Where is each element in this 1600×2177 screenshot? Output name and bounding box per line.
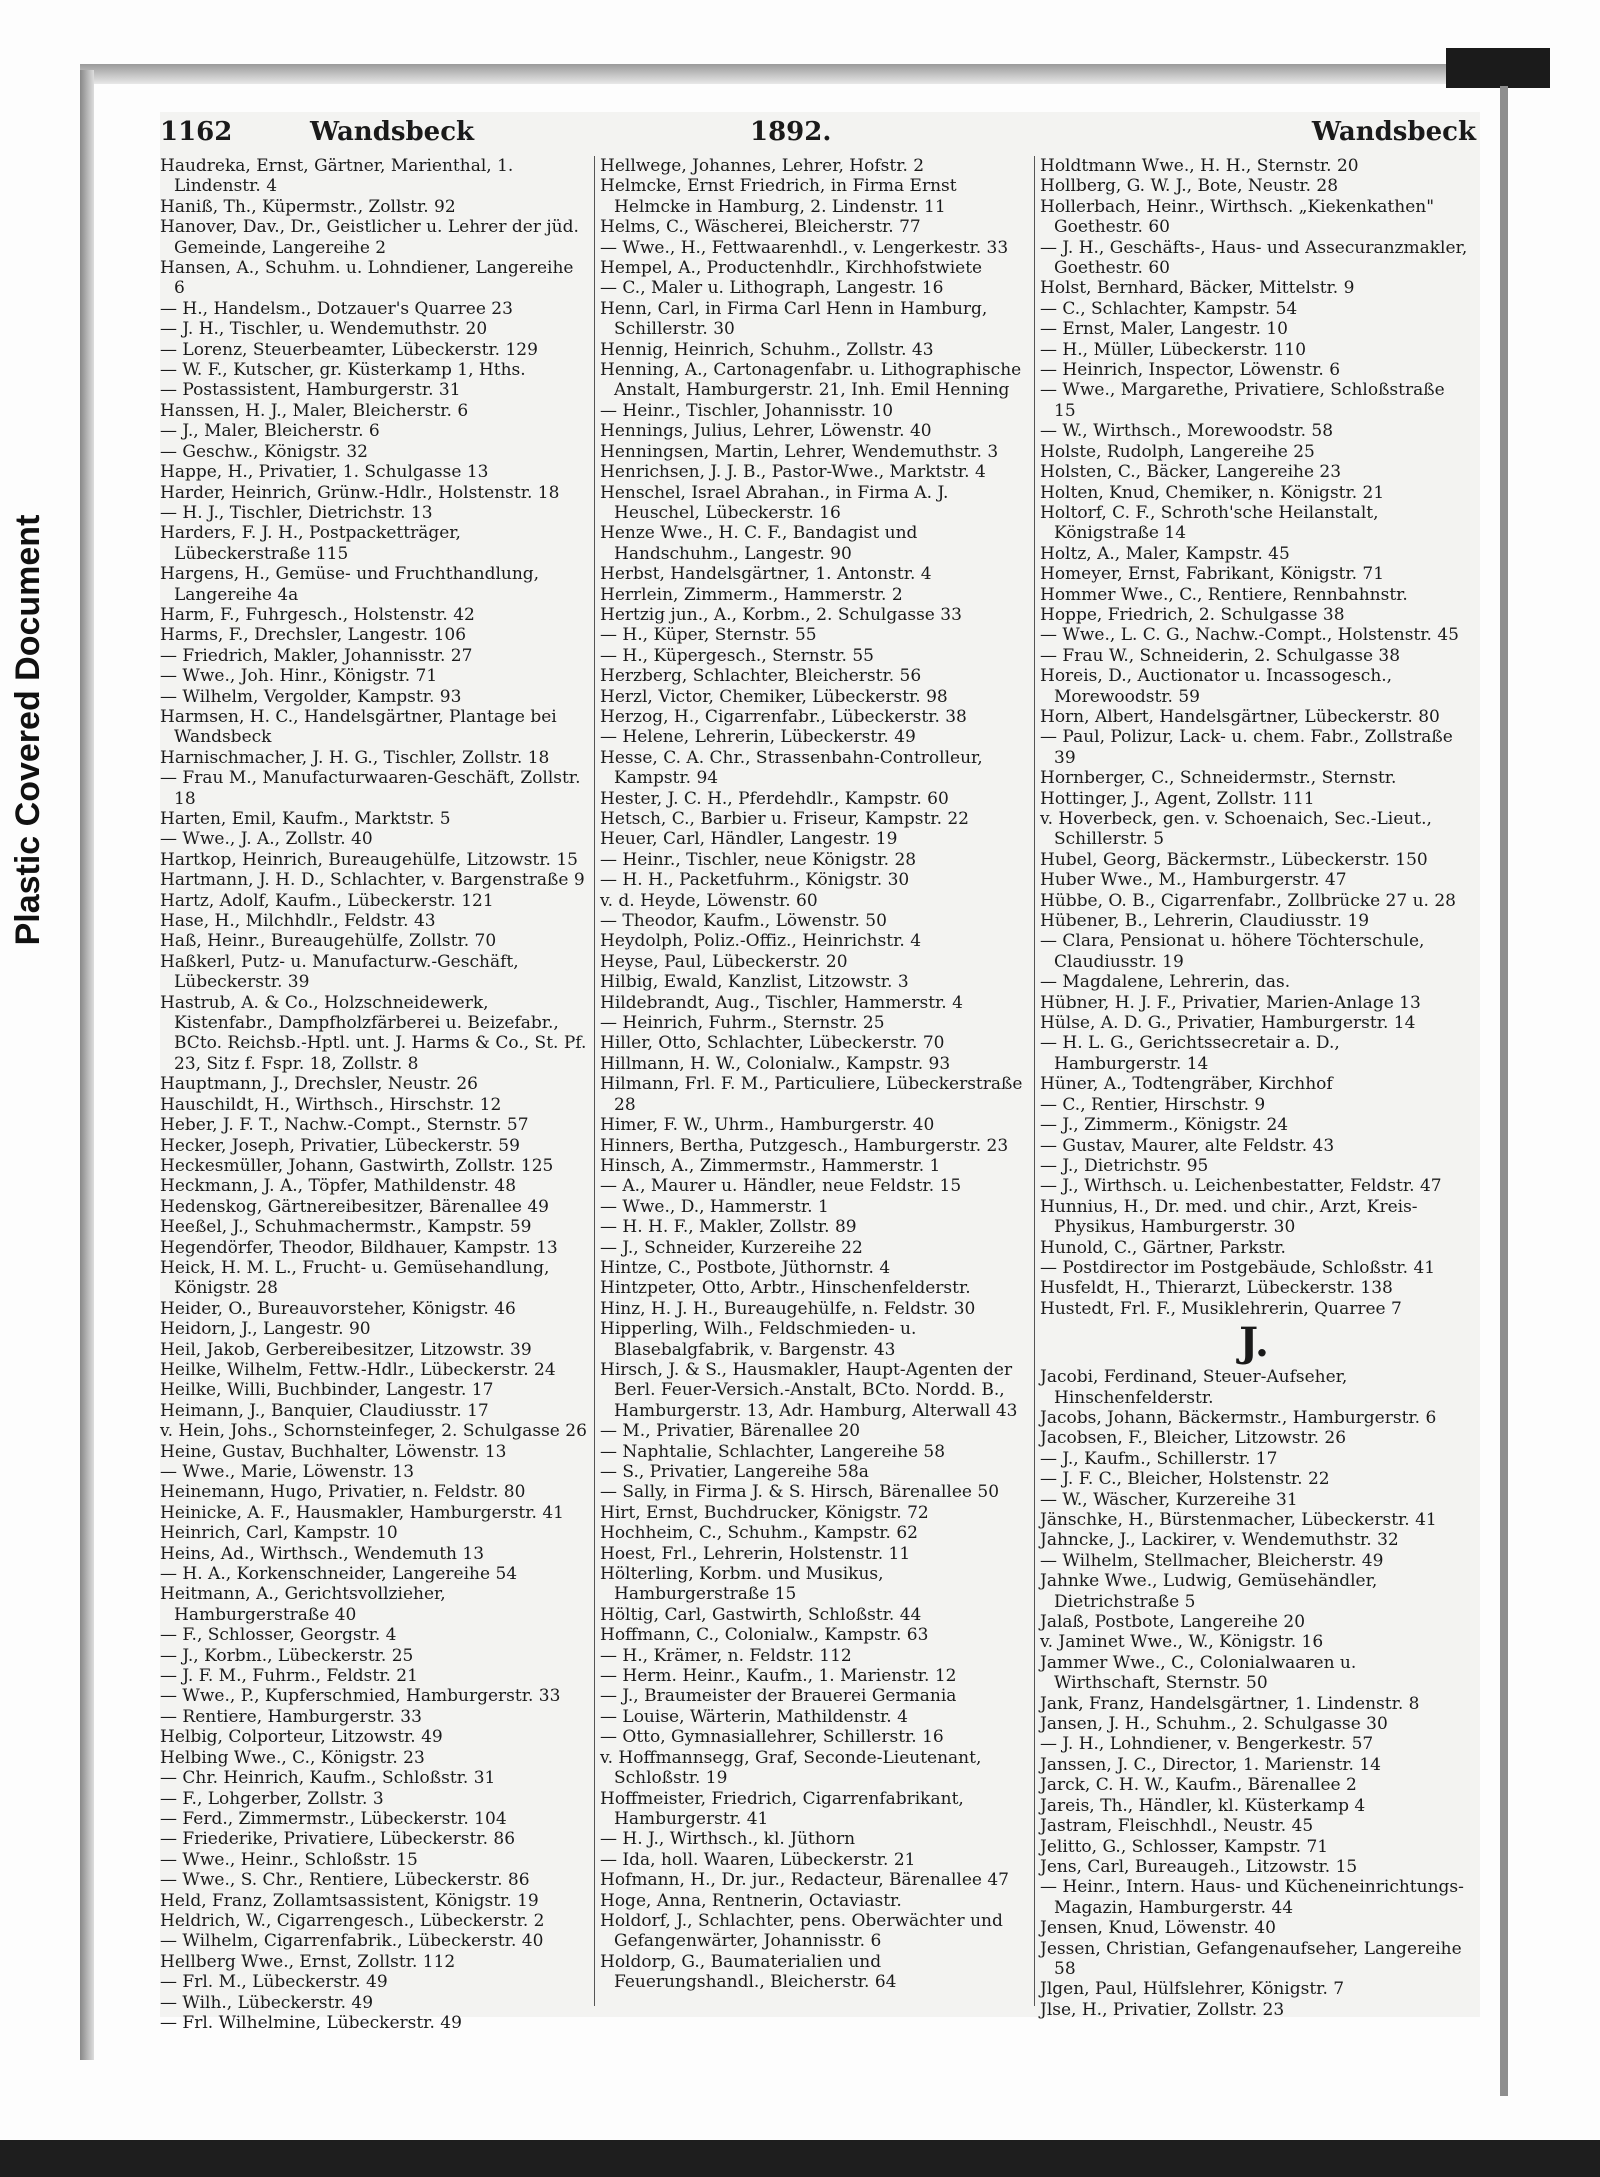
directory-entry: Hauschildt, H., Wirthsch., Hirschstr. 12: [160, 1094, 502, 1115]
directory-entry: Jlse, H., Privatier, Zollstr. 23: [1040, 1999, 1285, 2020]
directory-entry: — H., Handelsm., Dotzauer's Quarree 23: [160, 298, 513, 319]
directory-entry: Helbig, Colporteur, Litzowstr. 49: [160, 1727, 443, 1748]
directory-entry: Jelitto, G., Schlosser, Kampstr. 71: [1040, 1836, 1329, 1857]
directory-entry: Holtz, A., Maler, Kampstr. 45: [1040, 543, 1290, 564]
directory-entry: Hoffmeister, Friedrich, Cigarrenfabrikant, Hamburgerstr. 41: [600, 1788, 964, 1829]
directory-entry: Helbing Wwe., C., Königstr. 23: [160, 1747, 425, 1768]
directory-entry: Hilbig, Ewald, Kanzlist, Litzowstr. 3: [600, 972, 909, 993]
directory-entry: Happe, H., Privatier, 1. Schulgasse 13: [160, 462, 489, 483]
directory-entry: — M., Privatier, Bärenallee 20: [600, 1421, 861, 1442]
directory-entry: — W., Wäscher, Kurzereihe 31: [1040, 1489, 1298, 1510]
directory-entry: — H., Küpergesch., Sternstr. 55: [600, 645, 875, 666]
directory-entry: Jareis, Th., Händler, kl. Küsterkamp 4: [1040, 1795, 1366, 1816]
directory-entry: — Sally, in Firma J. & S. Hirsch, Bärenallee 50: [600, 1482, 1000, 1503]
directory-entry: — Theodor, Kaufm., Löwenstr. 50: [600, 911, 887, 932]
directory-entry: Hase, H., Milchhdlr., Feldstr. 43: [160, 911, 436, 932]
directory-entry: Homeyer, Ernst, Fabrikant, Königstr. 71: [1040, 564, 1385, 585]
directory-entry: Holst, Bernhard, Bäcker, Mittelstr. 9: [1040, 278, 1355, 299]
directory-entry: Jastram, Fleischhdl., Neustr. 45: [1040, 1816, 1314, 1837]
directory-entry: Holten, Knud, Chemiker, n. Königstr. 21: [1040, 482, 1385, 503]
directory-entry: Harder, Heinrich, Grünw.-Hdlr., Holstenstr. 18: [160, 482, 560, 503]
bottom-bar: [0, 2140, 1600, 2177]
directory-entry: Harten, Emil, Kaufm., Marktstr. 5: [160, 809, 451, 829]
directory-entry: Heinrich, Carl, Kampstr. 10: [160, 1523, 398, 1544]
directory-entry: — C., Maler u. Lithograph, Langestr. 16: [600, 278, 944, 299]
directory-entry: — F., Schlosser, Georgstr. 4: [160, 1625, 397, 1646]
directory-entry: Hetsch, C., Barbier u. Friseur, Kampstr. 22: [600, 809, 970, 829]
directory-entry: Henningsen, Martin, Lehrer, Wendemuthstr. 3: [600, 441, 999, 462]
directory-entry: — Friederike, Privatiere, Lübeckerstr. 86: [160, 1829, 516, 1850]
directory-entry: Janssen, J. C., Director, 1. Marienstr. 14: [1040, 1754, 1381, 1775]
column-1: [160, 156, 588, 2033]
column-rule: [594, 156, 595, 2006]
directory-entry: — Wwe., J. A., Zollstr. 40: [160, 829, 373, 850]
directory-entry: — H., Küper, Sternstr. 55: [600, 625, 817, 646]
directory-entry: — Heinrich, Inspector, Löwenstr. 6: [1040, 360, 1341, 381]
directory-entry: Heckmann, J. A., Töpfer, Mathildenstr. 48: [160, 1176, 517, 1197]
directory-entry: Hüner, A., Todtengräber, Kirchhof: [1040, 1074, 1333, 1095]
directory-entry: Herzl, Victor, Chemiker, Lübeckerstr. 98: [600, 686, 948, 707]
directory-entry: Heidorn, J., Langestr. 90: [160, 1319, 371, 1340]
year-heading: 1892.: [750, 117, 832, 147]
directory-entry: Hellberg Wwe., Ernst, Zollstr. 112: [160, 1951, 456, 1972]
directory-entry: Hartkop, Heinrich, Bureaugehülfe, Litzowstr. 15: [160, 849, 578, 870]
directory-entry: Harders, F. J. H., Postpacketträger, Lübeckerstraße 115: [160, 523, 461, 564]
directory-entry: Hildebrandt, Aug., Tischler, Hammerstr. 4: [600, 992, 963, 1013]
directory-entry: — W. F., Kutscher, gr. Küsterkamp 1, Hths.: [160, 360, 526, 381]
directory-entry: — Frl. Wilhelmine, Lübeckerstr. 49: [160, 2012, 462, 2033]
directory-entry: Jacobi, Ferdinand, Steuer-Aufseher, Hinschenfelderstr.: [1040, 1367, 1348, 1408]
directory-entry: — Wwe., S. Chr., Rentiere, Lübeckerstr. 86: [160, 1870, 530, 1891]
directory-entry: Holste, Rudolph, Langereihe 25: [1040, 441, 1315, 462]
directory-entry: — Postassistent, Hamburgerstr. 31: [160, 380, 461, 401]
directory-entry: Hiller, Otto, Schlachter, Lübeckerstr. 70: [600, 1033, 945, 1054]
directory-entry: Horeis, D., Auctionator u. Incassogesch., Morewoodstr. 59: [1040, 666, 1393, 707]
directory-page: [160, 112, 1480, 2033]
directory-entry: Hirt, Ernst, Buchdrucker, Königstr. 72: [600, 1502, 929, 1523]
directory-entry: — H. A., Korkenschneider, Langereihe 54: [160, 1564, 518, 1585]
directory-entry: — Wilhelm, Cigarrenfabrik., Lübeckerstr. 40: [160, 1931, 544, 1952]
directory-entry: Heber, J. F. T., Nachw.-Compt., Sternstr. 57: [160, 1115, 529, 1136]
directory-entry: — J. F. C., Bleicher, Holstenstr. 22: [1040, 1469, 1330, 1490]
directory-entry: — J. F. M., Fuhrm., Feldstr. 21: [160, 1666, 418, 1687]
directory-entry: — Rentiere, Hamburgerstr. 33: [160, 1706, 422, 1727]
directory-entry: Haniß, Th., Küpermstr., Zollstr. 92: [160, 196, 456, 217]
directory-entry: Hanssen, H. J., Maler, Bleicherstr. 6: [160, 400, 469, 421]
directory-entry: Heinemann, Hugo, Privatier, n. Feldstr. 80: [160, 1482, 526, 1503]
directory-entry: Helms, C., Wäscherei, Bleicherstr. 77: [600, 217, 921, 238]
directory-entry: — Wwe., L. C. G., Nachw.-Compt., Holstenstr. 45: [1040, 625, 1459, 646]
directory-entry: Hipperling, Wilh., Feldschmieden- u. Blasebalgfabrik, v. Bargenstr. 43: [600, 1319, 917, 1360]
directory-entry: Herbst, Handelsgärtner, 1. Antonstr. 4: [600, 564, 932, 585]
directory-entry: — Gustav, Maurer, alte Feldstr. 43: [1040, 1135, 1335, 1156]
directory-entry: — Naphtalie, Schlachter, Langereihe 58: [600, 1441, 946, 1462]
directory-entry: — Heinrich, Fuhrm., Sternstr. 25: [600, 1013, 885, 1034]
directory-entry: Haß, Heinr., Bureaugehülfe, Zollstr. 70: [160, 931, 497, 952]
directory-entry: Henrichsen, J. J. B., Pastor-Wwe., Marktstr. 4: [600, 462, 986, 483]
directory-entry: Heins, Ad., Wirthsch., Wendemuth 13: [160, 1543, 485, 1564]
directory-entry: Hübbe, O. B., Cigarrenfabr., Zollbrücke 27 u. 28: [1040, 890, 1456, 911]
binding-edge: [80, 70, 94, 2060]
directory-entry: Hottinger, J., Agent, Zollstr. 111: [1040, 788, 1315, 809]
directory-entry: — H. H. F., Makler, Zollstr. 89: [600, 1217, 857, 1238]
directory-entry: — Friedrich, Makler, Johannisstr. 27: [160, 645, 473, 666]
directory-entry: — Wwe., D., Hammerstr. 1: [600, 1196, 829, 1217]
directory-entry: Hertzig jun., A., Korbm., 2. Schulgasse 33: [600, 604, 962, 625]
directory-entry: Hargens, H., Gemüse- und Fruchthandlung, Langereihe 4a: [160, 564, 540, 605]
column-2: [600, 156, 1028, 2016]
directory-entry: — Louise, Wärterin, Mathildenstr. 4: [600, 1706, 908, 1727]
directory-entry: Jalaß, Postbote, Langereihe 20: [1040, 1612, 1306, 1633]
directory-entry: Heil, Jakob, Gerbereibesitzer, Litzowstr. 39: [160, 1339, 532, 1360]
directory-entry: Harm, F., Fuhrgesch., Holstenstr. 42: [160, 604, 475, 625]
running-head-right: Wandsbeck: [1311, 117, 1476, 147]
directory-entry: Herrlein, Zimmerm., Hammerstr. 2: [600, 584, 903, 605]
directory-entry: Hölterling, Korbm. und Musikus, Hamburgerstraße 15: [600, 1564, 884, 1605]
directory-entry: Jessen, Christian, Gefangenaufseher, Langereihe 58: [1040, 1938, 1462, 1979]
directory-entry: — Heinr., Tischler, neue Königstr. 28: [600, 849, 917, 870]
directory-entry: Hennig, Heinrich, Schuhm., Zollstr. 43: [600, 339, 934, 360]
directory-entry: Harnischmacher, J. H. G., Tischler, Zollstr. 18: [160, 747, 550, 768]
directory-entry: Haßkerl, Putz- u. Manufacturw.-Geschäft, Lübeckerstr. 39: [160, 951, 519, 993]
directory-entry: Jahnke Wwe., Ludwig, Gemüsehändler, Dietrichstraße 5: [1040, 1571, 1378, 1612]
directory-entry: Hintzpeter, Otto, Arbtr., Hinschenfelderstr.: [600, 1278, 971, 1299]
directory-entry: Hintze, C., Postbote, Jüthornstr. 4: [600, 1257, 891, 1278]
directory-entry: Hollerbach, Heinr., Wirthsch. „Kiekenkathen" Goethestr. 60: [1040, 196, 1435, 238]
running-head-left: Wandsbeck: [310, 117, 475, 147]
directory-entry: — H. H., Packetfuhrm., Königstr. 30: [600, 870, 910, 891]
directory-entry: Heitmann, A., Gerichtsvollzieher, Hamburgerstraße 40: [160, 1584, 446, 1625]
directory-entry: Hoffmann, C., Colonialw., Kampstr. 63: [600, 1625, 929, 1646]
page-header: [160, 112, 1480, 152]
directory-entry: Henschel, Israel Abrahan., in Firma A. J. Heuschel, Lübeckerstr. 16: [600, 482, 949, 523]
directory-entry: — Frau W., Schneiderin, 2. Schulgasse 38: [1040, 645, 1401, 666]
directory-entry: v. Hein, Johs., Schornsteinfeger, 2. Schulgasse 26: [160, 1421, 587, 1442]
directory-entry: Haudreka, Ernst, Gärtner, Marienthal, 1. Lindenstr. 4: [160, 156, 514, 197]
directory-entry: Heilke, Wilhelm, Fettw.-Hdlr., Lübeckerstr. 24: [160, 1359, 556, 1380]
directory-entry: Heldrich, W., Cigarrengesch., Lübeckerstr. 2: [160, 1910, 545, 1931]
directory-entry: Helmcke, Ernst Friedrich, in Firma Ernst Helmcke in Hamburg, 2. Lindenstr. 11: [600, 176, 957, 217]
page-right-edge: [1500, 86, 1508, 2096]
directory-entry: — Wilhelm, Vergolder, Kampstr. 93: [160, 686, 462, 707]
directory-entry: Hollberg, G. W. J., Bote, Neustr. 28: [1040, 176, 1339, 197]
directory-entry: — J., Maler, Bleicherstr. 6: [160, 421, 380, 442]
directory-entry: Hempel, A., Productenhdlr., Kirchhofstwiete: [600, 258, 983, 279]
directory-entry: — Frl. M., Lübeckerstr. 49: [160, 1972, 388, 1993]
directory-entry: Hegendörfer, Theodor, Bildhauer, Kampstr. 13: [160, 1237, 558, 1258]
directory-entry: — A., Maurer u. Händler, neue Feldstr. 15: [600, 1176, 962, 1197]
directory-entry: Hillmann, H. W., Colonialw., Kampstr. 93: [600, 1053, 951, 1074]
directory-entry: Heimann, J., Banquier, Claudiusstr. 17: [160, 1400, 489, 1421]
directory-entry: Holdtmann Wwe., H. H., Sternstr. 20: [1040, 156, 1359, 176]
directory-entry: — J., Korbm., Lübeckerstr. 25: [160, 1645, 414, 1666]
directory-entry: Jlgen, Paul, Hülfslehrer, Königstr. 7: [1040, 1979, 1345, 2000]
directory-entry: Hanover, Dav., Dr., Geistlicher u. Lehrer der jüd. Gemeinde, Langereihe 2: [160, 217, 579, 258]
directory-entry: Hecker, Joseph, Privatier, Lübeckerstr. 59: [160, 1135, 520, 1156]
directory-entry: — Postdirector im Postgebäude, Schloßstr. 41: [1040, 1257, 1436, 1278]
directory-entry: Heinicke, A. F., Hausmakler, Hamburgerstr. 41: [160, 1502, 564, 1523]
directory-entry: Jank, Franz, Handelsgärtner, 1. Lindenstr. 8: [1040, 1693, 1420, 1714]
directory-entry: Henze Wwe., H. C. F., Bandagist und Handschuhm., Langestr. 90: [600, 523, 918, 564]
directory-entry: — Lorenz, Steuerbeamter, Lübeckerstr. 129: [160, 339, 538, 360]
directory-entry: Jacobs, Johann, Bäckermstr., Hamburgerstr. 6: [1040, 1407, 1437, 1428]
directory-entry: Jacobsen, F., Bleicher, Litzowstr. 26: [1040, 1428, 1347, 1449]
directory-entry: — Paul, Polizur, Lack- u. chem. Fabr., Zollstraße 39: [1040, 727, 1453, 768]
directory-entry: Hastrub, A. & Co., Holzschneidewerk, Kistenfabr., Dampfholzfärberei u. Beizefabr., BCto. Reichsb.-Hptl. unt. J. Harms & Co., St. Pf. 23, Sitz f. Fspr. 18, Zollstr. 8: [160, 992, 587, 1074]
directory-entry: v. Jaminet Wwe., W., Königstr. 16: [1040, 1632, 1324, 1653]
directory-entry: Hübener, B., Lehrerin, Claudiusstr. 19: [1040, 911, 1370, 932]
directory-entry: — Ferd., Zimmermstr., Lübeckerstr. 104: [160, 1808, 507, 1829]
directory-entry: Heider, O., Bureauvorsteher, Königstr. 46: [160, 1298, 516, 1319]
directory-entry: — Wwe., Margarethe, Privatiere, Schloßstraße 15: [1040, 380, 1445, 421]
directory-entry: Hester, J. C. H., Pferdehdlr., Kampstr. 60: [600, 788, 949, 809]
page-top-shadow: [80, 64, 1520, 84]
directory-entry: — Wwe., P., Kupferschmied, Hamburgerstr. 33: [160, 1686, 561, 1707]
directory-entry: Horn, Albert, Handelsgärtner, Lübeckerstr. 80: [1040, 706, 1440, 727]
directory-entry: Jahncke, J., Lackirer, v. Wendemuthstr. 32: [1040, 1530, 1399, 1551]
directory-entry: Hunnius, H., Dr. med. und chir., Arzt, Kreis-Physikus, Hamburgerstr. 30: [1040, 1196, 1418, 1238]
directory-entry: — S., Privatier, Langereihe 58a: [600, 1462, 869, 1482]
directory-entry: Hustedt, Frl. F., Musiklehrerin, Quarree 7: [1040, 1298, 1402, 1319]
directory-entry: Heydolph, Poliz.-Offiz., Heinrichstr. 4: [600, 931, 922, 952]
directory-entry: Hornberger, C., Schneidermstr., Sternstr.: [1040, 768, 1397, 789]
directory-entry: Hansen, A., Schuhm. u. Lohndiener, Langereihe 6: [160, 258, 574, 299]
directory-entry: Hartmann, J. H. D., Schlachter, v. Bargenstraße 9: [160, 870, 585, 891]
directory-entry: — Otto, Gymnasiallehrer, Schillerstr. 16: [600, 1727, 944, 1748]
directory-entry: — F., Lohgerber, Zollstr. 3: [160, 1788, 384, 1809]
directory-entry: — Wilh., Lübeckerstr. 49: [160, 1992, 374, 2013]
directory-entry: Heeßel, J., Schuhmachermstr., Kampstr. 59: [160, 1217, 532, 1238]
directory-entry: Hoge, Anna, Rentnerin, Octaviastr.: [600, 1890, 902, 1911]
directory-entry: — Wwe., Joh. Hinr., Königstr. 71: [160, 666, 438, 687]
directory-entry: Hochheim, C., Schuhm., Kampstr. 62: [600, 1523, 918, 1544]
directory-entry: Heyse, Paul, Lübeckerstr. 20: [600, 951, 848, 972]
directory-entry: — Ida, holl. Waaren, Lübeckerstr. 21: [600, 1849, 916, 1870]
directory-entry: — J., Schneider, Kurzereihe 22: [600, 1237, 863, 1258]
directory-entry: Hunold, C., Gärtner, Parkstr.: [1040, 1237, 1286, 1258]
directory-entry: Hirsch, J. & S., Hausmakler, Haupt-Agenten der Berl. Feuer-Versich.-Anstalt, BCto. Nordd. B., Hamburgerstr. 13, Adr. Hamburg, Alterwall 43: [600, 1359, 1018, 1421]
directory-entry: Held, Franz, Zollamtsassistent, Königstr. 19: [160, 1890, 539, 1911]
column-rule: [1034, 156, 1035, 2006]
directory-entry: Höltig, Carl, Gastwirth, Schloßstr. 44: [600, 1604, 922, 1625]
directory-entry: Henn, Carl, in Firma Carl Henn in Hamburg, Schillerstr. 30: [600, 298, 988, 340]
directory-entry: — H. J., Tischler, Dietrichstr. 13: [160, 502, 433, 523]
directory-entry: Jänschke, H., Bürstenmacher, Lübeckerstr. 41: [1040, 1510, 1437, 1530]
directory-entry: Heckesmüller, Johann, Gastwirth, Zollstr. 125: [160, 1155, 554, 1176]
clip-tab: [1446, 48, 1550, 88]
directory-entry: — Wilhelm, Stellmacher, Bleicherstr. 49: [1040, 1550, 1384, 1571]
directory-entry: — H. J., Wirthsch., kl. Jüthorn: [600, 1829, 856, 1850]
cover-label: Plastic Covered Document: [9, 514, 47, 946]
directory-entry: Hilmann, Frl. F. M., Particuliere, Lübeckerstraße 28: [600, 1074, 1023, 1115]
directory-entry: Hubel, Georg, Bäckermstr., Lübeckerstr. 150: [1040, 849, 1428, 870]
directory-entry: — J. H., Lohndiener, v. Bengerkestr. 57: [1040, 1734, 1374, 1755]
directory-entry: — J., Dietrichstr. 95: [1040, 1155, 1209, 1176]
directory-entry: — Geschw., Königstr. 32: [160, 441, 368, 462]
directory-entry: v. Hoverbeck, gen. v. Schoenaich, Sec.-Lieut., Schillerstr. 5: [1040, 809, 1432, 850]
directory-entry: — C., Rentier, Hirschstr. 9: [1040, 1094, 1266, 1115]
directory-entry: — Frau M., Manufacturwaaren-Geschäft, Zollstr. 18: [160, 768, 581, 809]
directory-entry: Hoppe, Friedrich, 2. Schulgasse 38: [1040, 604, 1345, 625]
directory-entry: — Magdalene, Lehrerin, das.: [1040, 972, 1291, 993]
directory-entry: Hommer Wwe., C., Rentiere, Rennbahnstr.: [1040, 584, 1408, 605]
directory-entry: — Ernst, Maler, Langestr. 10: [1040, 319, 1288, 340]
directory-entry: — Wwe., Marie, Löwenstr. 13: [160, 1462, 415, 1482]
directory-entry: Hartz, Adolf, Kaufm., Lübeckerstr. 121: [160, 890, 494, 911]
directory-entry: — Herm. Heinr., Kaufm., 1. Marienstr. 12: [600, 1666, 957, 1687]
directory-entry: Hedenskog, Gärtnereibesitzer, Bärenallee 49: [160, 1196, 549, 1217]
directory-entry: — Heinr., Intern. Haus- und Kücheneinrichtungs-Magazin, Hamburgerstr. 44: [1040, 1877, 1464, 1918]
directory-entry: — H., Krämer, n. Feldstr. 112: [600, 1645, 852, 1666]
section-letter: J.: [1239, 1319, 1269, 1367]
directory-entry: Holtorf, C. F., Schroth'sche Heilanstalt, Königstraße 14: [1040, 502, 1379, 544]
directory-entry: Herzog, H., Cigarrenfabr., Lübeckerstr. 38: [600, 706, 967, 727]
directory-entry: — Chr. Heinrich, Kaufm., Schloßstr. 31: [160, 1768, 496, 1789]
column-3: [1040, 156, 1468, 2020]
directory-entry: — J. H., Geschäfts-, Haus- und Assecuranzmakler, Goethestr. 60: [1040, 237, 1468, 279]
directory-entry: Jarck, C. H. W., Kaufm., Bärenallee 2: [1040, 1775, 1357, 1796]
directory-entry: — J. H., Tischler, u. Wendemuthstr. 20: [160, 319, 488, 340]
directory-entry: Himer, F. W., Uhrm., Hamburgerstr. 40: [600, 1115, 935, 1136]
directory-entry: Hellwege, Johannes, Lehrer, Hofstr. 2: [600, 156, 925, 176]
directory-entry: Heilke, Willi, Buchbinder, Langestr. 17: [160, 1380, 494, 1401]
directory-entry: — J., Braumeister der Brauerei Germania: [600, 1686, 957, 1707]
directory-entry: Hennings, Julius, Lehrer, Löwenstr. 40: [600, 421, 932, 442]
directory-entry: Hübner, H. J. F., Privatier, Marien-Anlage 13: [1040, 992, 1421, 1013]
directory-entry: — H. L. G., Gerichtssecretair a. D., Hamburgerstr. 14: [1040, 1033, 1340, 1074]
directory-entry: Jensen, Knud, Löwenstr. 40: [1040, 1918, 1276, 1939]
directory-entry: Hinsch, A., Zimmermstr., Hammerstr. 1: [600, 1155, 941, 1176]
directory-entry: Hinz, H. J. H., Bureaugehülfe, n. Feldstr. 30: [600, 1298, 976, 1319]
directory-entry: Holdorf, J., Schlachter, pens. Oberwächter und Gefangenwärter, Johannisstr. 6: [600, 1910, 1003, 1952]
directory-entry: — H., Müller, Lübeckerstr. 110: [1040, 339, 1307, 360]
directory-entry: Holsten, C., Bäcker, Langereihe 23: [1040, 462, 1342, 483]
directory-entry: — J., Wirthsch. u. Leichenbestatter, Feldstr. 47: [1040, 1176, 1442, 1197]
directory-entry: — Helene, Lehrerin, Lübeckerstr. 49: [600, 727, 916, 748]
directory-entry: — W., Wirthsch., Morewoodstr. 58: [1040, 421, 1334, 442]
directory-entry: Huber Wwe., M., Hamburgerstr. 47: [1040, 870, 1347, 891]
directory-entry: — Wwe., H., Fettwaarenhdl., v. Lengerkestr. 33: [600, 237, 1009, 258]
directory-entry: Hinners, Bertha, Putzgesch., Hamburgerstr. 23: [600, 1135, 1009, 1156]
directory-entry: Hofmann, H., Dr. jur., Redacteur, Bärenallee 47: [600, 1870, 1009, 1891]
directory-entry: — J., Kaufm., Schillerstr. 17: [1040, 1448, 1278, 1469]
directory-entry: Hauptmann, J., Drechsler, Neustr. 26: [160, 1074, 479, 1095]
directory-entry: Heick, H. M. L., Frucht- u. Gemüsehandlung, Königstr. 28: [160, 1257, 550, 1299]
directory-entry: v. d. Heyde, Löwenstr. 60: [600, 890, 818, 911]
directory-entry: Heuer, Carl, Händler, Langestr. 19: [600, 829, 898, 850]
directory-entry: — Clara, Pensionat u. höhere Töchterschule, Claudiusstr. 19: [1040, 931, 1425, 972]
directory-entry: Husfeldt, H., Thierarzt, Lübeckerstr. 138: [1040, 1278, 1393, 1299]
directory-entry: — J., Zimmerm., Königstr. 24: [1040, 1115, 1289, 1136]
directory-entry: Jammer Wwe., C., Colonialwaaren u. Wirthschaft, Sternstr. 50: [1040, 1652, 1357, 1694]
directory-entry: Jens, Carl, Bureaugeh., Litzowstr. 15: [1040, 1856, 1358, 1877]
directory-entry: Hülse, A. D. G., Privatier, Hamburgerstr. 14: [1040, 1013, 1416, 1034]
directory-entry: Jansen, J. H., Schuhm., 2. Schulgasse 30: [1040, 1714, 1388, 1735]
directory-entry: Harms, F., Drechsler, Langestr. 106: [160, 625, 467, 646]
directory-entry: Henning, A., Cartonagenfabr. u. Lithographische Anstalt, Hamburgerstr. 21, Inh. Emil Henning: [600, 360, 1022, 401]
page-number: 1162: [160, 117, 233, 147]
directory-entry: Harmsen, H. C., Handelsgärtner, Plantage bei Wandsbeck: [160, 706, 557, 748]
directory-entry: Holdorp, G., Baumaterialien und Feuerungshandl., Bleicherstr. 64: [600, 1951, 897, 1993]
directory-entry: Herzberg, Schlachter, Bleicherstr. 56: [600, 666, 922, 687]
directory-entry: v. Hoffmannsegg, Graf, Seconde-Lieutenant, Schloßstr. 19: [600, 1747, 982, 1789]
directory-entry: Hoest, Frl., Lehrerin, Holstenstr. 11: [600, 1543, 911, 1564]
directory-entry: Heine, Gustav, Buchhalter, Löwenstr. 13: [160, 1441, 507, 1462]
directory-entry: — Wwe., Heinr., Schloßstr. 15: [160, 1849, 418, 1870]
directory-entry: — C., Schlachter, Kampstr. 54: [1040, 298, 1298, 319]
directory-entry: — Heinr., Tischler, Johannisstr. 10: [600, 400, 894, 421]
directory-entry: Hesse, C. A. Chr., Strassenbahn-Controlleur, Kampstr. 94: [600, 747, 983, 789]
